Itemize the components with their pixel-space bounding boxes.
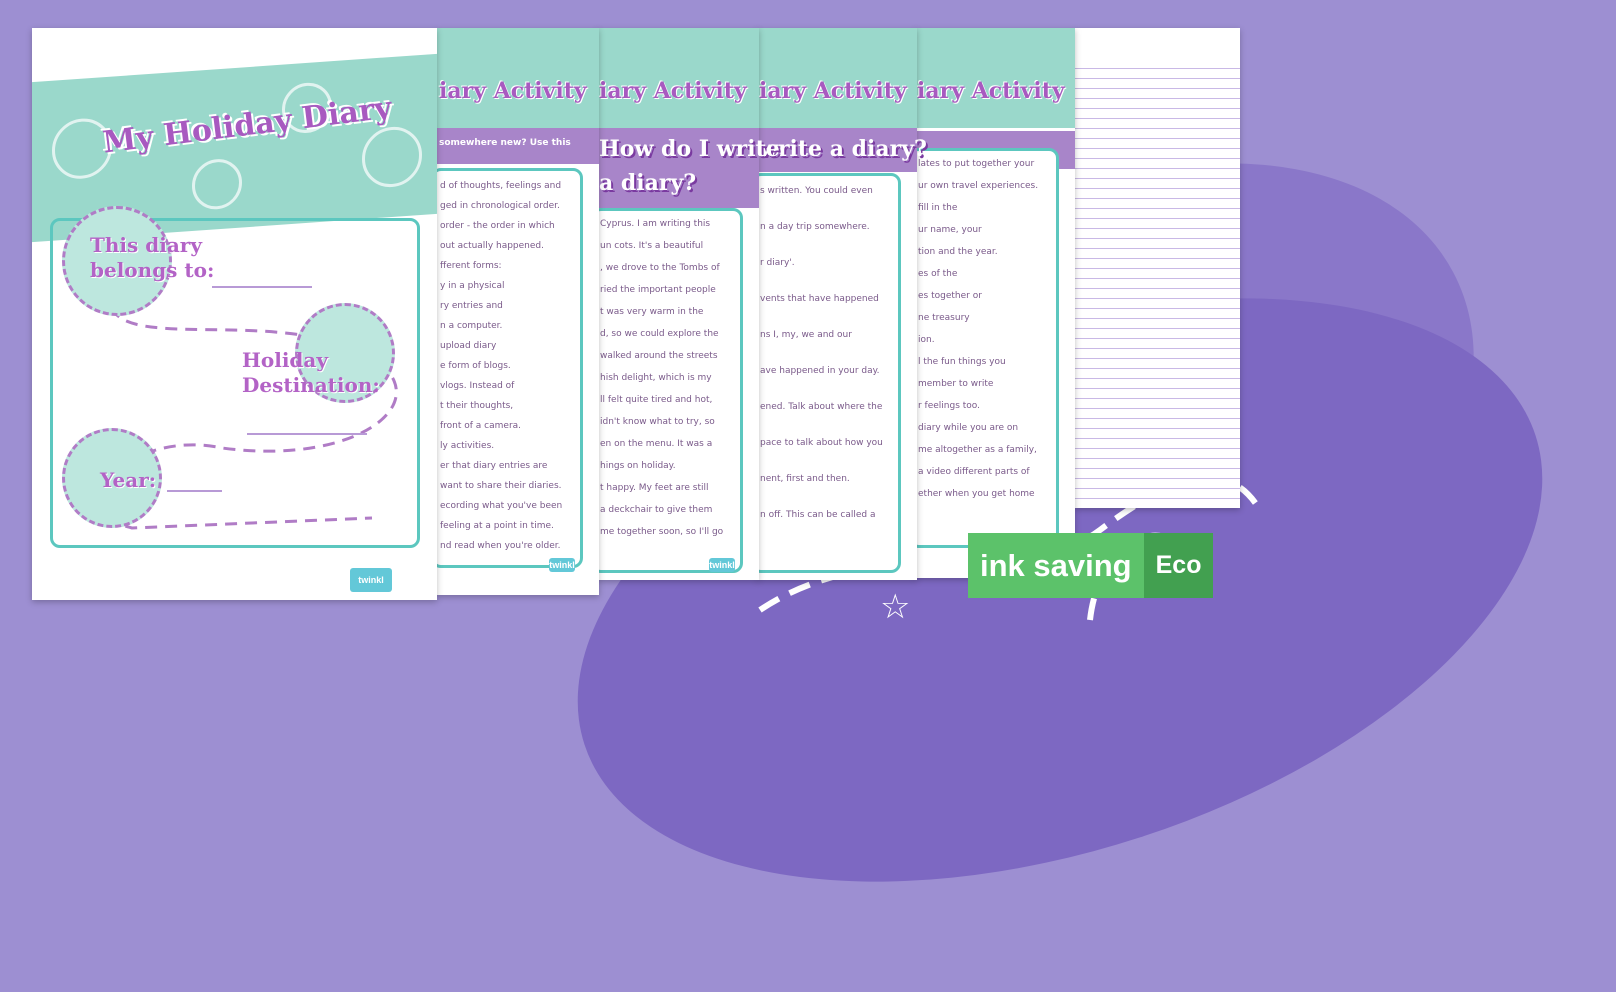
ruled-line: [1075, 338, 1240, 339]
ruled-line: [1075, 488, 1240, 489]
body-text-line: hish delight, which is my: [600, 373, 712, 383]
body-text-line: en on the menu. It was a: [600, 439, 713, 449]
body-text-line: ry entries and: [440, 301, 503, 311]
ruled-line: [1075, 108, 1240, 109]
name-line[interactable]: [212, 286, 312, 288]
ruled-line: [1075, 168, 1240, 169]
activity-title: iary Activity: [917, 78, 1065, 104]
ruled-line: [1075, 408, 1240, 409]
content-box: [751, 173, 901, 573]
body-text-line: ne treasury: [918, 313, 970, 323]
activity-title: iary Activity: [439, 78, 587, 104]
ruled-line: [1075, 438, 1240, 439]
ruled-line: [1075, 458, 1240, 459]
body-text-line: ecording what you've been: [440, 501, 563, 511]
body-text-line: d of thoughts, feelings and: [440, 181, 562, 191]
ruled-line: [1075, 248, 1240, 249]
sheet-heading: write a diary?: [759, 136, 927, 162]
ruled-line: [1075, 298, 1240, 299]
ruled-line: [1075, 178, 1240, 179]
ruled-line: [1075, 138, 1240, 139]
body-text-line: es together or: [918, 291, 982, 301]
cover-title: My Holiday Diary: [100, 90, 394, 161]
ruled-line: [1075, 118, 1240, 119]
body-text-line: nent, first and then.: [760, 474, 850, 484]
ruled-line: [1075, 148, 1240, 149]
ruled-line: [1075, 418, 1240, 419]
body-text-line: idn't know what to try, so: [600, 417, 715, 427]
body-text-line: me together soon, so I'll go: [600, 527, 724, 537]
belongs-label: This diary belongs to:: [90, 233, 215, 282]
body-text-line: ur name, your: [918, 225, 982, 235]
body-text-line: ave happened in your day.: [760, 366, 880, 376]
ruled-line: [1075, 128, 1240, 129]
body-text-line: , we drove to the Tombs of: [600, 263, 720, 273]
ruled-line: [1075, 78, 1240, 79]
body-text-line: out actually happened.: [440, 241, 544, 251]
year-label: Year:: [100, 468, 157, 492]
twinkl-logo: twinkl: [549, 560, 575, 570]
body-text-line: d, so we could explore the: [600, 329, 719, 339]
body-text-line: n a computer.: [440, 321, 503, 331]
body-text-line: ether when you get home: [918, 489, 1035, 499]
body-text-line: upload diary: [440, 341, 497, 351]
ruled-line: [1075, 468, 1240, 469]
body-text-line: es of the: [918, 269, 958, 279]
destination-line[interactable]: [247, 433, 367, 435]
intro-text: somewhere new? Use this: [439, 138, 571, 148]
eco-badge-tag: Eco: [1144, 533, 1214, 598]
twinkl-logo: twinkl: [350, 568, 392, 592]
destination-label: Holiday Destination:: [242, 348, 380, 397]
body-text-line: Cyprus. I am writing this: [600, 219, 711, 229]
body-text-line: ll felt quite tired and hot,: [600, 395, 713, 405]
ruled-line: [1075, 428, 1240, 429]
ruled-line: [1075, 88, 1240, 89]
year-line[interactable]: [167, 490, 222, 492]
body-text-line: a deckchair to give them: [600, 505, 713, 515]
body-text-line: front of a camera.: [440, 421, 522, 431]
ruled-line: [1075, 448, 1240, 449]
ruled-line: [1075, 68, 1240, 69]
content-box: [909, 148, 1059, 548]
ruled-line: [1075, 358, 1240, 359]
body-text-line: un cots. It's a beautiful: [600, 241, 704, 251]
body-text-line: s written. You could even: [760, 186, 873, 196]
body-text-line: l the fun things you: [918, 357, 1006, 367]
ruled-line: [1075, 158, 1240, 159]
ruled-line: [1075, 398, 1240, 399]
body-text-line: walked around the streets: [600, 351, 718, 361]
ruled-line: [1075, 388, 1240, 389]
ruled-line: [1075, 288, 1240, 289]
eco-badge: [968, 533, 1258, 598]
body-text-line: n off. This can be called a: [760, 510, 876, 520]
ruled-line: [1075, 368, 1240, 369]
body-text-line: fill in the: [918, 203, 958, 213]
star-icon: ☆: [880, 587, 911, 627]
ruled-line: [1075, 268, 1240, 269]
decoration-circle: [192, 157, 242, 210]
body-text-line: ened. Talk about where the: [760, 402, 883, 412]
content-box: [591, 208, 743, 573]
activity-title: iary Activity: [759, 78, 907, 104]
body-text-line: vents that have happened: [760, 294, 879, 304]
activity-title: iary Activity: [599, 78, 747, 104]
body-text-line: t their thoughts,: [440, 401, 514, 411]
body-text-line: lates to put together your: [918, 159, 1035, 169]
body-text-line: e form of blogs.: [440, 361, 511, 371]
ruled-line: [1075, 238, 1240, 239]
sheet-heading: a diary?: [599, 170, 697, 196]
ruled-line: [1075, 188, 1240, 189]
body-text-line: want to share their diaries.: [440, 481, 562, 491]
diary-cover: [32, 28, 437, 600]
decoration-circle: [362, 125, 422, 189]
ruled-line: [1075, 228, 1240, 229]
body-text-line: tion and the year.: [918, 247, 998, 257]
eco-badge-label: ink saving: [968, 533, 1144, 598]
body-text-line: fferent forms:: [440, 261, 502, 271]
body-text-line: feeling at a point in time.: [440, 521, 554, 531]
body-text-line: member to write: [918, 379, 994, 389]
body-text-line: ion.: [918, 335, 935, 345]
content-box: [431, 168, 583, 568]
body-text-line: r feelings too.: [918, 401, 981, 411]
activity-sheet-4: [915, 28, 1075, 578]
ruled-line: [1075, 218, 1240, 219]
ruled-line: [1075, 258, 1240, 259]
body-text-line: me altogether as a family,: [918, 445, 1037, 455]
body-text-line: nd read when you're older.: [440, 541, 561, 551]
body-text-line: ged in chronological order.: [440, 201, 560, 211]
body-text-line: hings on holiday.: [600, 461, 676, 471]
ruled-line: [1075, 278, 1240, 279]
ruled-line: [1075, 208, 1240, 209]
body-text-line: er that diary entries are: [440, 461, 548, 471]
lined-paper-sheet: [1075, 28, 1240, 508]
body-text-line: t happy. My feet are still: [600, 483, 709, 493]
body-text-line: y in a physical: [440, 281, 505, 291]
body-text-line: vlogs. Instead of: [440, 381, 515, 391]
activity-sheet-1: [437, 28, 599, 595]
ruled-line: [1075, 498, 1240, 499]
body-text-line: order - the order in which: [440, 221, 555, 231]
body-text-line: ns I, my, we and our: [760, 330, 852, 340]
body-text-line: ur own travel experiences.: [918, 181, 1039, 191]
body-text-line: ly activities.: [440, 441, 495, 451]
body-text-line: diary while you are on: [918, 423, 1019, 433]
ruled-line: [1075, 308, 1240, 309]
body-text-line: pace to talk about how you: [760, 438, 883, 448]
body-text-line: a video different parts of: [918, 467, 1030, 477]
ruled-line: [1075, 478, 1240, 479]
ruled-line: [1075, 318, 1240, 319]
twinkl-logo: twinkl: [709, 560, 735, 570]
ruled-line: [1075, 378, 1240, 379]
ruled-line: [1075, 98, 1240, 99]
body-text-line: r diary'.: [760, 258, 795, 268]
ruled-line: [1075, 328, 1240, 329]
body-text-line: ried the important people: [600, 285, 716, 295]
body-text-line: n a day trip somewhere.: [760, 222, 870, 232]
sheet-heading: How do I write: [599, 136, 780, 162]
body-text-line: t was very warm in the: [600, 307, 704, 317]
ruled-line: [1075, 348, 1240, 349]
ruled-line: [1075, 198, 1240, 199]
